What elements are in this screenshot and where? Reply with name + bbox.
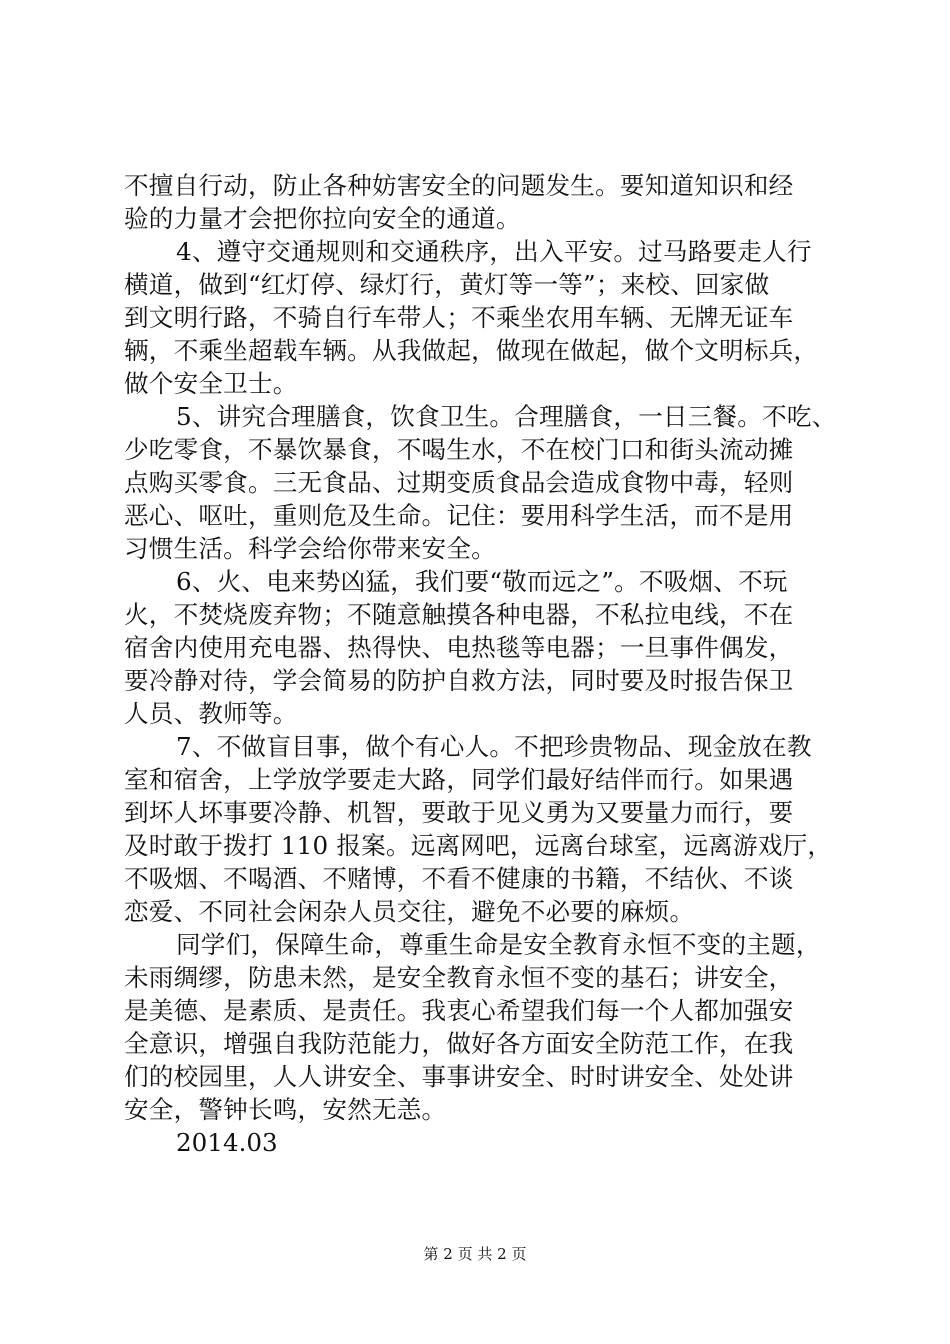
- text-line: 点购买零食。三无食品、过期变质食品会造成食物中毒，轻则: [124, 468, 794, 497]
- text-line: 辆，不乘坐超载车辆。从我做起，做现在做起，做个文明标兵，: [124, 336, 819, 365]
- text-line: 是美德、是素质、是责任。我衷心希望我们每一个人都加强安: [124, 996, 794, 1025]
- text-line: 宿舍内使用充电器、热得快、电热毯等电器；一旦事件偶发，: [124, 633, 794, 662]
- text-line: 恶心、呕吐，重则危及生命。记住：要用科学生活，而不是用: [124, 501, 794, 530]
- text-line-item-5: 5、讲究合理膳食，饮食卫生。合理膳食，一日三餐。不吃、: [176, 402, 837, 431]
- text-line: 及时敢于拨打 110 报案。远离网吧，远离台球室，远离游戏厅，: [124, 831, 833, 860]
- text-line: 做个安全卫士。: [124, 369, 298, 398]
- text-line: 不擅自行动，防止各种妨害安全的问题发生。要知道知识和经: [124, 171, 794, 200]
- text-line: 少吃零食，不暴饮暴食，不喝生水，不在校门口和街头流动摊: [124, 435, 794, 464]
- text-line: 到文明行路，不骑自行车带人；不乘坐农用车辆、无牌无证车: [124, 303, 794, 332]
- text-line: 验的力量才会把你拉向安全的通道。: [124, 204, 521, 233]
- text-line: 要冷静对待，学会简易的防护自救方法，同时要及时报告保卫: [124, 666, 794, 695]
- text-line: 恋爱、不同社会闲杂人员交往，避免不必要的麻烦。: [124, 897, 695, 926]
- text-line-item-6: 6、火、电来势凶猛，我们要“敬而远之”。不吸烟、不玩: [176, 567, 788, 596]
- text-line-item-4: 4、遵守交通规则和交通秩序，出入平安。过马路要走人行: [176, 237, 812, 266]
- text-line: 横道，做到“红灯停、绿灯行，黄灯等一等”；来校、回家做: [124, 270, 770, 299]
- text-line: 室和宿舍，上学放学要走大路，同学们最好结伴而行。如果遇: [124, 765, 794, 794]
- text-line: 安全，警钟长鸣，安然无恙。: [124, 1095, 447, 1124]
- text-line: 火，不焚烧废弃物；不随意触摸各种电器，不私拉电线，不在: [124, 600, 794, 629]
- page-footer: 第 2 页 共 2 页: [423, 1245, 527, 1263]
- text-line: 人员、教师等。: [124, 699, 298, 728]
- text-line-item-7: 7、不做盲目事，做个有心人。不把珍贵物品、现金放在教: [176, 732, 812, 761]
- text-line: 习惯生活。科学会给你带来安全。: [124, 534, 496, 563]
- document-date: 2014.03: [176, 1128, 278, 1157]
- text-line-closing: 同学们，保障生命，尊重生命是安全教育永恒不变的主题，: [176, 930, 821, 959]
- text-line: 全意识，增强自我防范能力，做好各方面安全防范工作，在我: [124, 1029, 794, 1058]
- text-line: 不吸烟、不喝酒、不赌博，不看不健康的书籍，不结伙、不谈: [124, 864, 794, 893]
- document-body: [124, 169, 844, 1159]
- text-line: 们的校园里，人人讲安全、事事讲安全、时时讲安全、处处讲: [124, 1062, 794, 1091]
- text-line: 未雨绸缪，防患未然，是安全教育永恒不变的基石；讲安全，: [124, 963, 794, 992]
- text-line: 到坏人坏事要冷静、机智，要敢于见义勇为又要量力而行，要: [124, 798, 794, 827]
